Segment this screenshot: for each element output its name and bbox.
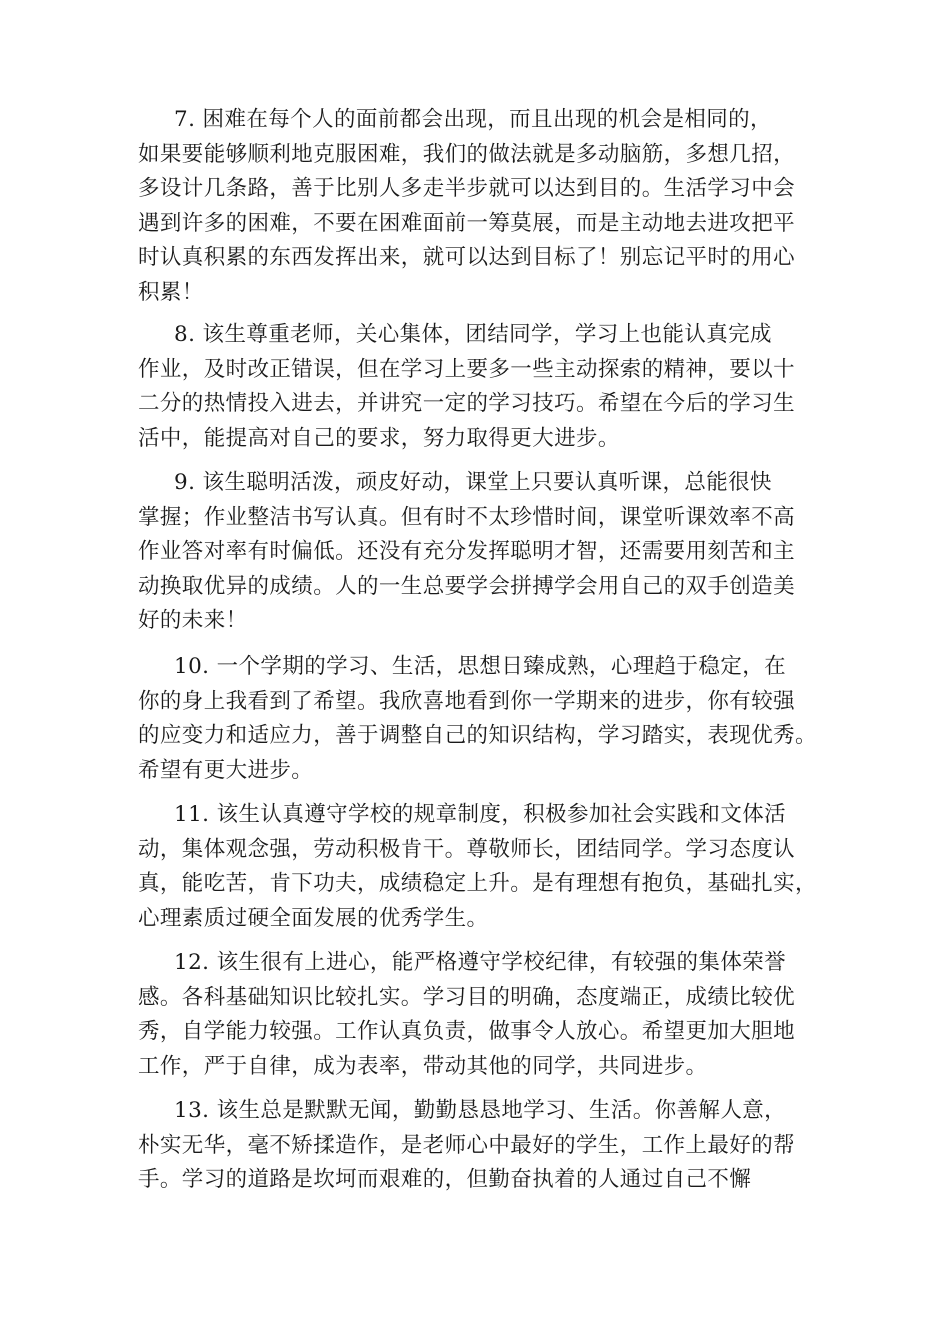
text-line: 动换取优异的成绩。人的一生总要学会拼搏学会用自己的双手创造美 (138, 573, 796, 599)
text-line: 工作，严于自律，成为表率，带动其他的同学，共同进步。 (138, 1053, 708, 1079)
text-line: 12. 该生很有上进心，能严格遵守学校纪律，有较强的集体荣誉 (174, 950, 787, 975)
text-line: 感。各科基础知识比较扎实。学习目的明确，态度端正，成绩比较优 (138, 984, 796, 1010)
text-line: 遇到许多的困难，不要在困难面前一筹莫展，而是主动地去进攻把平 (138, 210, 796, 236)
comment-paragraph-12 (138, 946, 838, 1084)
text-line: 心理素质过硬全面发展的优秀学生。 (138, 905, 489, 931)
text-line: 的应变力和适应力，善于调整自己的知识结构，学习踏实，表现优秀。 (138, 723, 817, 749)
text-line: 10. 一个学期的学习、生活，思想日臻成熟，心理趋于稳定，在 (174, 654, 787, 679)
text-line: 秀，自学能力较强。工作认真负责，做事令人放心。希望更加大胆地 (138, 1019, 796, 1045)
comment-paragraph-8 (138, 318, 838, 456)
text-line: 时认真积累的东西发挥出来，就可以达到目标了！别忘记平时的用心 (138, 245, 796, 271)
text-line: 作业答对率有时偏低。还没有充分发挥聪明才智，还需要用刻苦和主 (138, 539, 796, 565)
text-line: 11. 该生认真遵守学校的规章制度，积极参加社会实践和文体活 (174, 802, 787, 827)
text-line: 作业，及时改正错误，但在学习上要多一些主动探索的精神，要以十 (138, 356, 796, 382)
text-line: 二分的热情投入进去，并讲究一定的学习技巧。希望在今后的学习生 (138, 391, 796, 417)
text-line: 积累！ (138, 279, 204, 305)
text-line: 好的未来！ (138, 608, 248, 634)
comment-paragraph-7 (138, 103, 838, 311)
text-line: 如果要能够顺利地克服困难，我们的做法就是多动脑筋，多想几招， (138, 141, 796, 167)
text-line: 9. 该生聪明活泼，顽皮好动，课堂上只要认真听课，总能很快 (174, 470, 772, 495)
text-line: 你的身上我看到了希望。我欣喜地看到你一学期来的进步，你有较强 (138, 688, 796, 714)
text-line: 8. 该生尊重老师，关心集体，团结同学，学习上也能认真完成 (174, 322, 772, 347)
text-line: 13. 该生总是默默无闻，勤勤恳恳地学习、生活。你善解人意， (174, 1098, 787, 1123)
text-line: 多设计几条路，善于比别人多走半步就可以达到目的。生活学习中会 (138, 176, 796, 202)
text-line: 手。学习的道路是坎坷而艰难的，但勤奋执着的人通过自己不懈 (138, 1167, 752, 1193)
text-line: 活中，能提高对自己的要求，努力取得更大进步。 (138, 425, 620, 451)
comment-paragraph-9 (138, 466, 838, 639)
comment-paragraph-13 (138, 1094, 838, 1198)
text-line: 掌握；作业整洁书写认真。但有时不太珍惜时间，课堂听课效率不高 (138, 504, 796, 530)
text-line: 动，集体观念强，劳动积极肯干。尊敬师长，团结同学。学习态度认 (138, 836, 796, 862)
text-line: 真，能吃苦，肯下功夫，成绩稳定上升。是有理想有抱负，基础扎实， (138, 871, 817, 897)
text-line: 朴实无华，毫不矫揉造作，是老师心中最好的学生，工作上最好的帮 (138, 1132, 796, 1158)
comment-paragraph-10 (138, 650, 838, 788)
text-line: 7. 困难在每个人的面前都会出现，而且出现的机会是相同的， (174, 107, 772, 132)
comment-paragraph-11 (138, 798, 838, 936)
text-line: 希望有更大进步。 (138, 757, 314, 783)
